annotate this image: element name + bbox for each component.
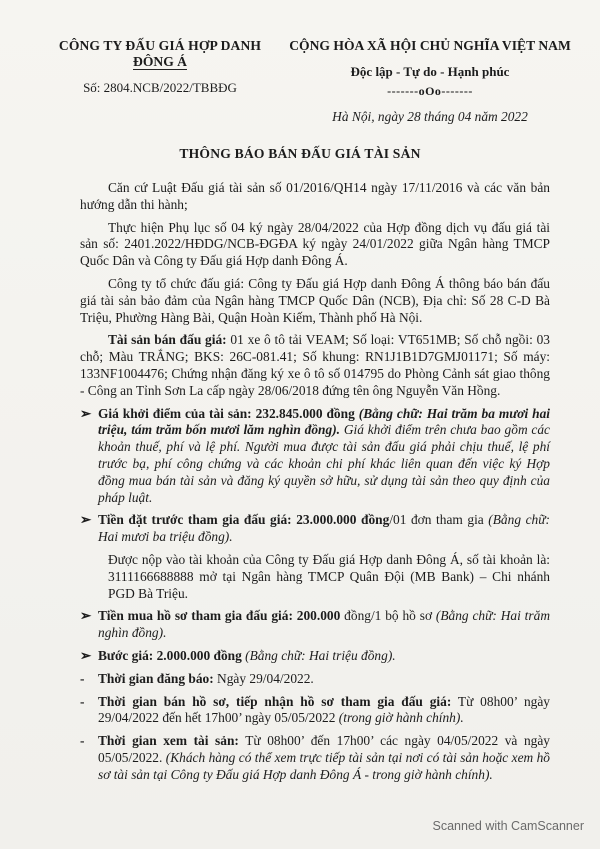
file-fee-text: đồng/1 bộ hồ sơ xyxy=(340,608,436,624)
start-price-label: Giá khởi điểm của tài sản: 232.845.000 đồng xyxy=(98,405,355,421)
legal-basis-paragraph: Căn cứ Luật Đấu giá tài sản số 01/2016/QH14 ngày 17/11/2016 và các văn bản hướng dẫn thi hành; xyxy=(80,180,550,212)
announce-text: Ngày 29/04/2022. xyxy=(213,670,314,686)
start-price-note: Giá khởi điểm trên chưa bao gồm các khoản thuế, phí và lệ phí. Người mua được tài sản đấu giá phải chịu thuế, lệ phí trước bạ, phí công chứng và các khoản chi phí khác liên quan đến việc ký Hợp đồng mua bán tài sản và đăng ký quyền sở hữu, sử dụng tài sản theo quy định của pháp luật. xyxy=(98,422,551,505)
sale-label: Thời gian bán hồ sơ, tiếp nhận hồ sơ tham gia đấu giá: xyxy=(98,693,452,709)
step-paragraph xyxy=(80,648,550,665)
arrow-marker: ➢ xyxy=(80,647,92,663)
document-body xyxy=(80,180,550,790)
announce-paragraph xyxy=(80,671,550,688)
file-fee-paragraph xyxy=(80,608,550,642)
deposit-paragraph xyxy=(80,512,550,546)
step-words: (Bằng chữ: Hai triệu đồng). xyxy=(241,647,396,663)
issuer-block xyxy=(40,38,280,96)
sale-note: (trong giờ hành chính). xyxy=(338,710,464,726)
deposit-account-paragraph: Được nộp vào tài khoản của Công ty Đấu giá Hợp danh Đông Á, số tài khoản là: 3111166688888 mở tại Ngân hàng TMCP Quân Đội (MB Bank) – Chi nhánh PGD Bà Triệu. xyxy=(108,551,550,601)
company-name-line1: CÔNG TY ĐẤU GIÁ HỢP DANH xyxy=(58,38,262,53)
arrow-marker: ➢ xyxy=(80,512,92,528)
national-header xyxy=(270,38,590,125)
view-paragraph xyxy=(80,733,550,783)
start-price-paragraph xyxy=(80,406,550,507)
dash-marker: - xyxy=(80,733,85,749)
national-motto: Độc lập - Tự do - Hạnh phúc xyxy=(350,64,510,79)
view-note: (Khách hàng có thể xem trực tiếp tài sản tại nơi có tài sản hoặc xem hồ sơ tài sản tại Công ty Đấu giá Hợp danh Đông Á - trong giờ hành chính). xyxy=(98,749,550,782)
header-separator: -------oOo------- xyxy=(387,84,473,98)
asset-paragraph xyxy=(80,332,550,399)
nation-name: CỘNG HÒA XÃ HỘI CHỦ NGHĨA VIỆT NAM xyxy=(289,38,571,53)
sale-text: Từ 08h00’ ngày 29/04/2022 đến hết 17h00’ ngày 05/05/2022 xyxy=(98,693,550,726)
asset-text: 01 xe ô tô tải VEAM; Số loại: VT651MB; Số chỗ ngồi: 03 chỗ; Màu TRẮNG; BKS: 26C-081.41; Số khung: RN1J1B1D7GMJ01171; Số máy: 133NF1004476; Chứng nhận đăng ký xe ô tô số 014795 do Phòng Cảnh sát giao thông - Công an Tỉnh Sơn La cấp ngày 28/06/2018 đứng tên ông Nguyễn Văn Hồng. xyxy=(80,332,550,398)
deposit-label: Tiền đặt trước tham gia đấu giá: 23.000.000 đồng xyxy=(98,512,390,528)
deposit-text: /01 đơn tham gia xyxy=(389,512,489,528)
start-price-words: (Bằng chữ: Hai trăm ba mươi hai triệu, tám trăm bốn mươi lăm nghìn đồng). xyxy=(98,405,550,438)
file-fee-words: (Bằng chữ: Hai trăm nghìn đồng). xyxy=(98,608,550,641)
organizer-paragraph: Công ty tổ chức đấu giá: Công ty Đấu giá Hợp danh Đông Á thông báo bán đấu giá tài sản bảo đảm của Ngân hàng TMCP Quốc Dân (NCB), Địa chỉ: Số 28 C-D Bà Triệu, Phường Hàng Bài, Quận Hoàn Kiếm, Thành phố Hà Nội. xyxy=(80,275,550,325)
asset-label: Tài sản bán đấu giá: xyxy=(108,332,227,348)
place-date: Hà Nội, ngày 28 tháng 04 năm 2022 xyxy=(332,109,528,124)
sale-paragraph xyxy=(80,694,550,728)
contract-paragraph: Thực hiện Phụ lục số 04 ký ngày 28/04/2022 của Hợp đồng dịch vụ đấu giá tài sản số: 2401.2022/HĐDG/NCB-ĐGĐA ký ngày 24/01/2022 giữa Ngân hàng TMCP Quốc Dân và Công ty Đấu giá Hợp danh Đông Á. xyxy=(80,219,550,269)
dash-marker: - xyxy=(80,670,85,686)
file-fee-label: Tiền mua hồ sơ tham gia đấu giá: 200.000 xyxy=(98,608,341,624)
company-name-line2 xyxy=(40,54,280,70)
arrow-marker: ➢ xyxy=(80,405,92,421)
step-label: Bước giá: 2.000.000 đồng xyxy=(98,647,242,663)
dash-marker: - xyxy=(80,693,85,709)
view-label: Thời gian xem tài sản: xyxy=(98,733,239,749)
document-title: THÔNG BÁO BÁN ĐẤU GIÁ TÀI SẢN xyxy=(179,146,421,161)
company-name-line2-text: ĐÔNG Á xyxy=(133,54,187,69)
document-number: Số: 2804.NCB/2022/TBBĐG xyxy=(83,80,237,95)
deposit-words: (Bằng chữ: Hai mươi ba triệu đồng). xyxy=(98,512,550,545)
arrow-marker: ➢ xyxy=(80,608,92,624)
announce-label: Thời gian đăng báo: xyxy=(98,670,214,686)
view-text: Từ 08h00’ đến 17h00’ các ngày 04/05/2022 và ngày 05/05/2022. xyxy=(98,733,550,765)
scanner-watermark: Scanned with CamScanner xyxy=(432,819,584,833)
